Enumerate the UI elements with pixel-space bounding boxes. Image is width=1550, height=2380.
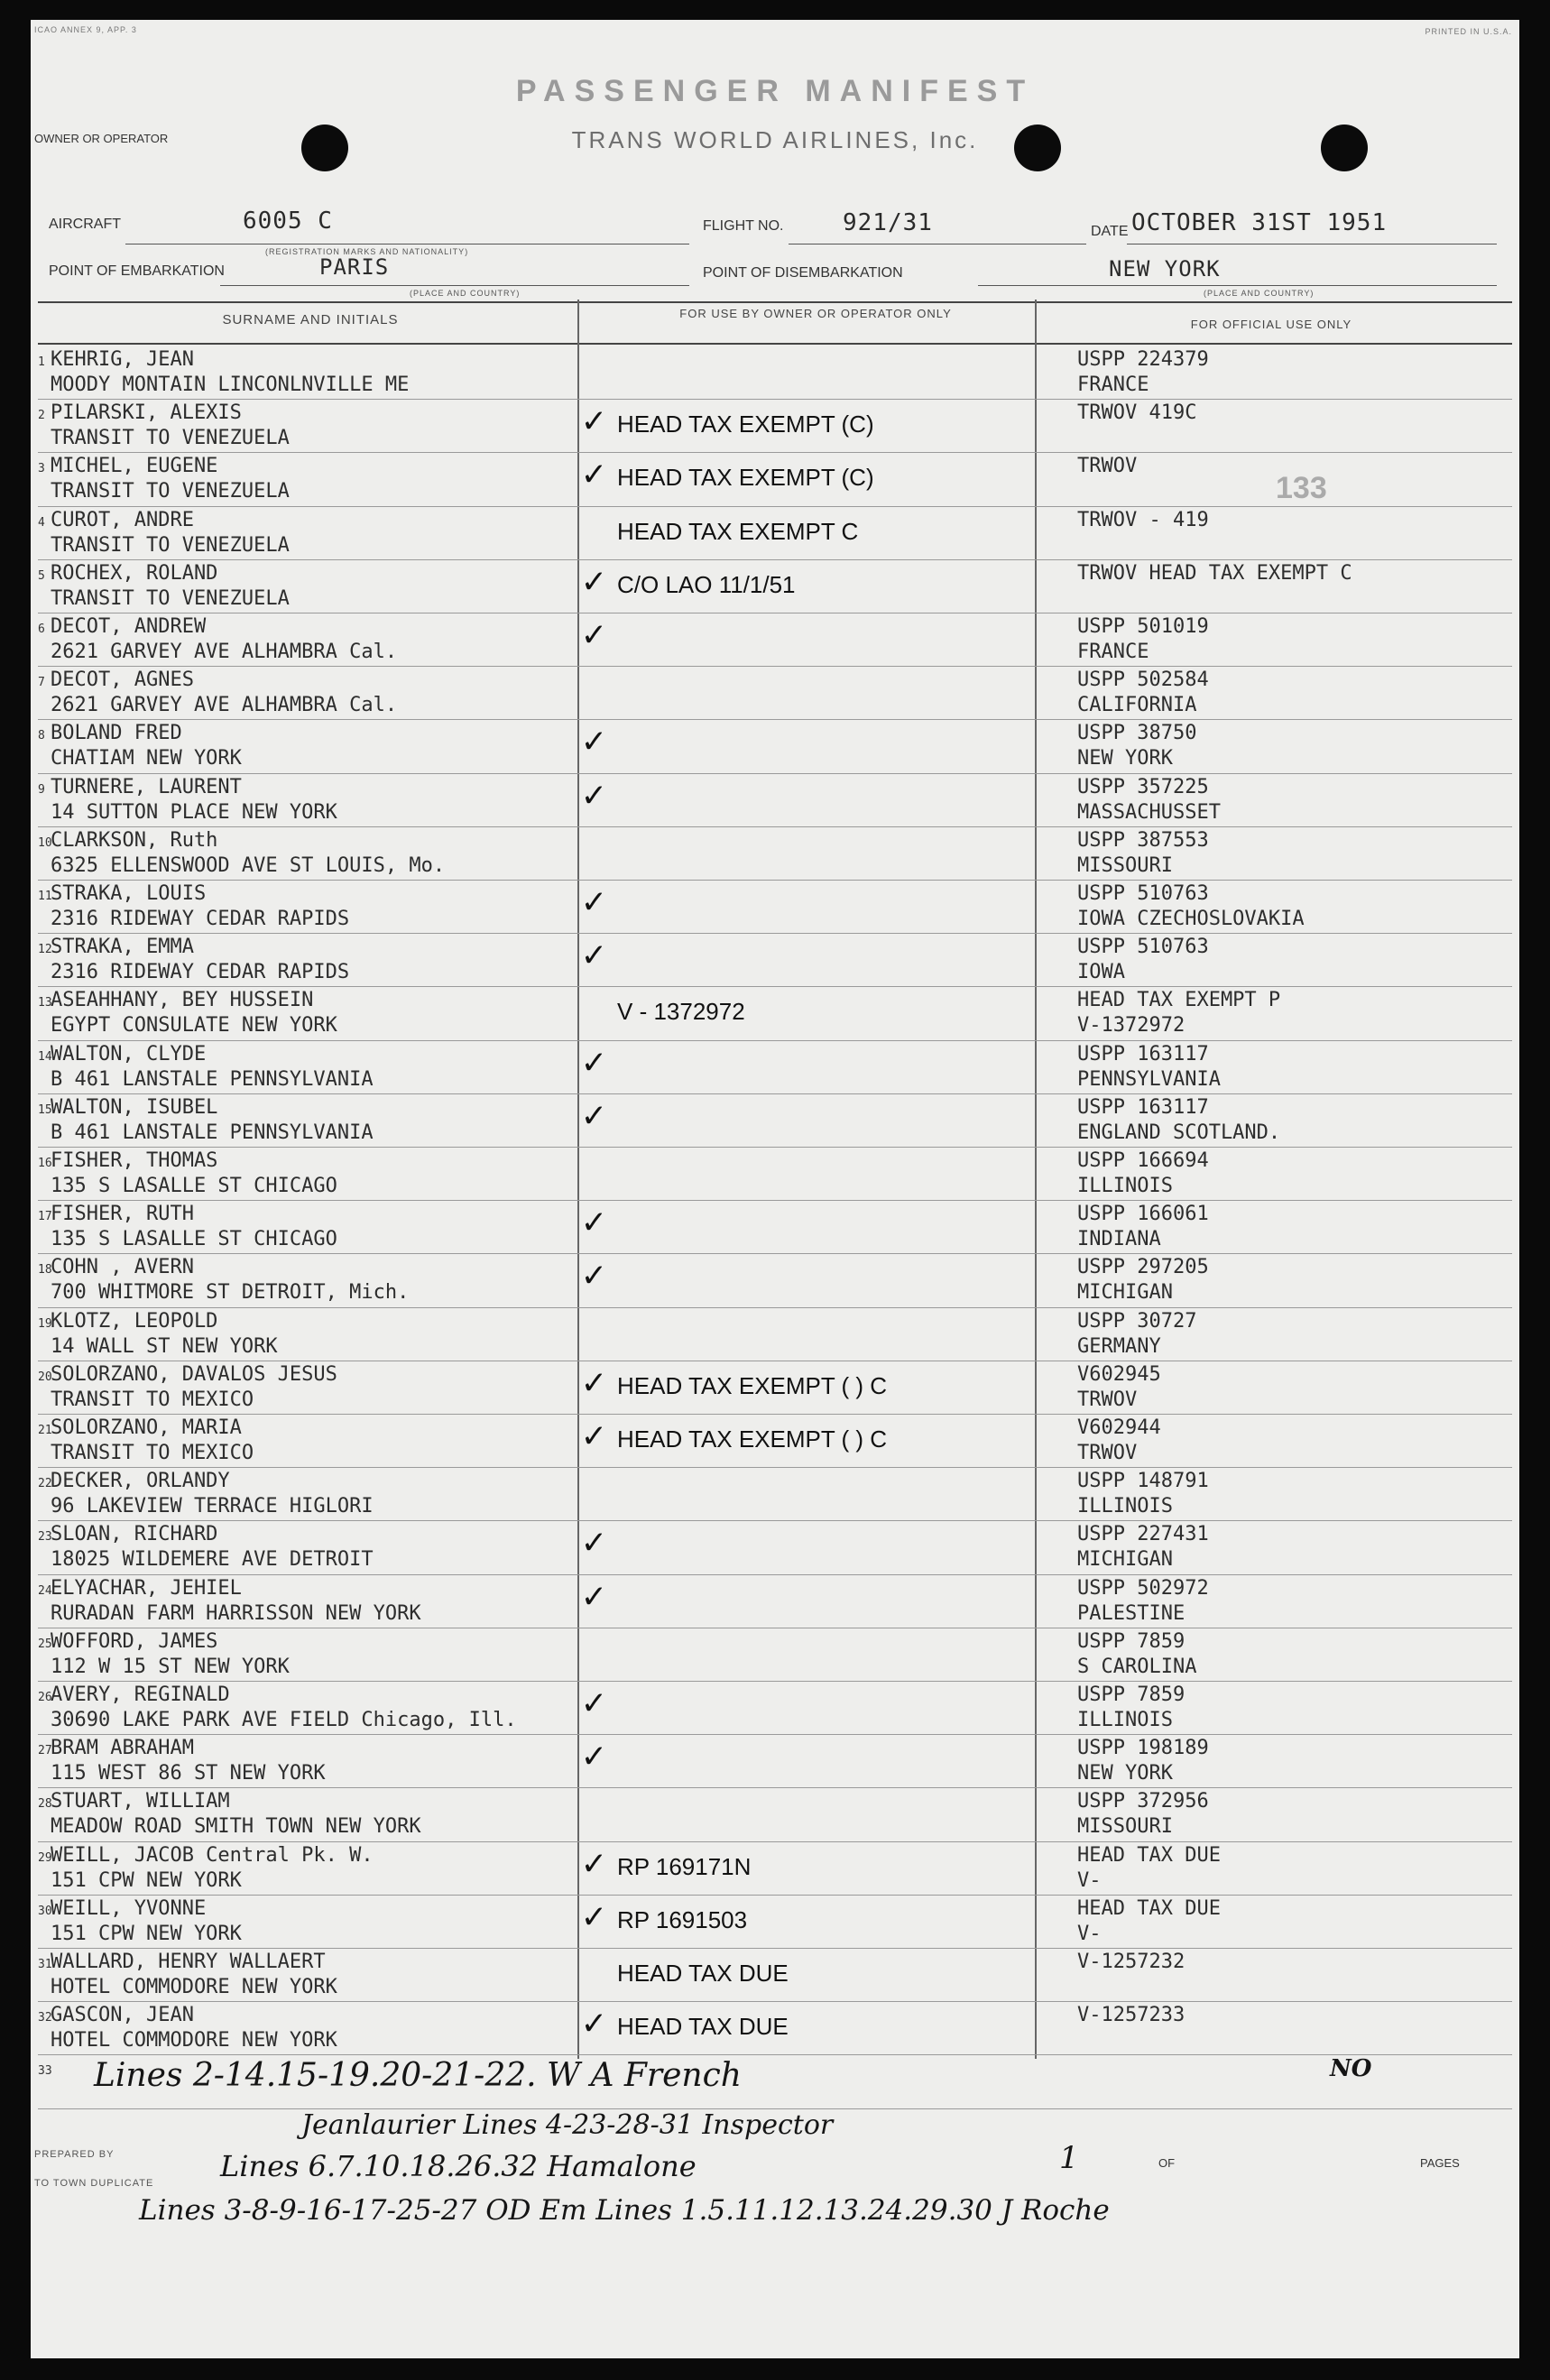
col-header-owner-use: FOR USE BY OWNER OR OPERATOR ONLY — [679, 307, 952, 320]
col-header-official-use: FOR OFFICIAL USE ONLY — [1190, 318, 1352, 331]
passenger-name: FISHER, RUTH — [51, 1203, 194, 1226]
official-entry-2: ENGLAND SCOTLAND. — [1077, 1121, 1281, 1144]
check-mark-icon: ✓ — [583, 1521, 605, 1564]
official-entry-2: TRWOV — [1077, 1388, 1138, 1411]
operator-note: HEAD TAX EXEMPT ( ) C — [617, 1425, 888, 1453]
passenger-name: DECOT, AGNES — [51, 669, 194, 692]
passenger-name: GASCON, JEAN — [51, 2004, 194, 2027]
passenger-name: SOLORZANO, MARIA — [51, 1416, 242, 1439]
official-entry: TRWOV - 419 — [1077, 508, 1209, 531]
table-row — [31, 881, 1519, 934]
official-entry-2: FRANCE — [1077, 374, 1149, 396]
passenger-name: DECOT, ANDREW — [51, 615, 207, 638]
passenger-address: 2316 RIDEWAY CEDAR RAPIDS — [51, 908, 350, 930]
passenger-address: 151 CPW NEW YORK — [51, 1868, 242, 1892]
operator-note: HEAD TAX DUE — [617, 2013, 789, 2041]
row-number: 13 — [38, 996, 52, 1010]
official-entry: USPP 372956 — [1077, 1790, 1209, 1813]
official-entry-2: MICHIGAN — [1077, 1281, 1173, 1305]
official-entry-2: ILLINOIS — [1077, 1709, 1173, 1731]
passenger-address: MEADOW ROAD SMITH TOWN NEW YORK — [51, 1815, 421, 1839]
official-entry-2: ILLINOIS — [1077, 1175, 1173, 1197]
table-row — [31, 1201, 1519, 1254]
row-number: 1 — [38, 355, 45, 369]
footer-annotation-4: Lines 3-8-9-16-17-25-27 OD Em Lines 1.5.11.12.13.24.29.30 J Roche — [139, 2194, 1110, 2227]
operator-note: HEAD TAX EXEMPT C — [617, 517, 859, 545]
passenger-name: TURNERE, LAURENT — [51, 775, 242, 798]
aircraft-value: 6005 C — [243, 208, 333, 235]
check-mark-icon: ✓ — [583, 1415, 605, 1456]
row-number: 16 — [38, 1157, 52, 1170]
row-number: 27 — [38, 1744, 52, 1758]
passenger-address: 6325 ELLENSWOOD AVE ST LOUIS, Mo. — [51, 853, 446, 877]
operator-note: HEAD TAX EXEMPT (C) — [617, 464, 874, 492]
row-number: 9 — [38, 782, 45, 797]
check-mark-icon: ✓ — [583, 1040, 605, 1083]
passenger-name: WALTON, CLYDE — [51, 1042, 207, 1065]
passenger-address: 30690 LAKE PARK AVE FIELD Chicago, Ill. — [51, 1709, 517, 1731]
underline — [220, 285, 689, 286]
official-entry-2: MISSOURI — [1077, 1815, 1173, 1839]
official-entry: USPP 297205 — [1077, 1256, 1209, 1279]
row-number: 22 — [38, 1477, 52, 1491]
form-title: PASSENGER MANIFEST — [515, 74, 1035, 108]
table-row — [31, 1041, 1519, 1094]
official-entry: USPP 198189 — [1077, 1737, 1209, 1760]
table-row — [31, 1415, 1519, 1468]
official-entry-2: V- — [1077, 1868, 1102, 1892]
row-number: 3 — [38, 462, 45, 476]
stamp-number: 133 — [1276, 471, 1327, 505]
table-row — [31, 1949, 1519, 2002]
passenger-address: TRANSIT TO VENEZUELA — [51, 533, 290, 557]
row-number: 6 — [38, 623, 45, 636]
table-row — [31, 1468, 1519, 1521]
table-row — [31, 1735, 1519, 1788]
passenger-name: AVERY, REGINALD — [51, 1684, 230, 1706]
table-row — [31, 1575, 1519, 1628]
col-header-surname: SURNAME AND INITIALS — [222, 312, 399, 327]
row-number: 29 — [38, 1850, 52, 1865]
passenger-address: TRANSIT TO MEXICO — [51, 1442, 254, 1464]
row-number: 12 — [38, 943, 52, 957]
passenger-name: MICHEL, EUGENE — [51, 455, 218, 478]
row-number: 5 — [38, 568, 45, 583]
official-entry-2: PALESTINE — [1077, 1601, 1186, 1625]
row-number: 32 — [38, 2011, 52, 2025]
official-entry: USPP 510763 — [1077, 936, 1209, 959]
passenger-address: 18025 WILDEMERE AVE DETROIT — [51, 1548, 374, 1572]
table-row — [31, 2002, 1519, 2055]
underline — [978, 285, 1497, 286]
table-row — [31, 507, 1519, 560]
row-number: 33 — [38, 2064, 52, 2079]
official-entry: USPP 38750 — [1077, 722, 1197, 745]
passenger-name: SOLORZANO, DAVALOS JESUS — [51, 1362, 337, 1386]
check-mark-icon: ✓ — [583, 881, 605, 922]
official-entry: USPP 387553 — [1077, 828, 1209, 852]
passenger-address: B 461 LANSTALE PENNSYLVANIA — [51, 1067, 374, 1091]
table-row — [31, 613, 1519, 667]
row-number: 28 — [38, 1797, 52, 1812]
passenger-name: ELYACHAR, JEHIEL — [51, 1576, 242, 1600]
disembarkation-sublabel: (PLACE AND COUNTRY) — [1204, 289, 1315, 298]
passenger-name: BOLAND FRED — [51, 722, 182, 745]
passenger-address: 14 WALL ST NEW YORK — [51, 1334, 278, 1358]
flight-label: FLIGHT NO. — [703, 218, 784, 234]
passenger-name: WOFFORD, JAMES — [51, 1629, 218, 1653]
row-number: 24 — [38, 1583, 52, 1598]
passenger-address: 2621 GARVEY AVE ALHAMBRA Cal. — [51, 694, 398, 717]
official-entry: USPP 502584 — [1077, 669, 1209, 692]
official-entry: TRWOV HEAD TAX EXEMPT C — [1077, 561, 1352, 585]
official-entry: USPP 30727 — [1077, 1309, 1197, 1333]
row-number: 17 — [38, 1210, 52, 1224]
passenger-name: KEHRIG, JEAN — [51, 348, 194, 371]
date-value: OCTOBER 31ST 1951 — [1131, 209, 1388, 236]
header-bottom-rule — [38, 343, 1512, 345]
passenger-address: 96 LAKEVIEW TERRACE HIGLORI — [51, 1495, 374, 1518]
passenger-name: KLOTZ, LEOPOLD — [51, 1309, 218, 1333]
official-entry: USPP 148791 — [1077, 1470, 1209, 1493]
passenger-name: ASEAHHANY, BEY HUSSEIN — [51, 989, 314, 1012]
official-entry: HEAD TAX DUE — [1077, 1896, 1221, 1920]
embarkation-value: PARIS — [319, 254, 390, 280]
operator-note: HEAD TAX EXEMPT (C) — [617, 411, 874, 438]
passenger-address: TRANSIT TO VENEZUELA — [51, 427, 290, 450]
passenger-name: FISHER, THOMAS — [51, 1149, 218, 1172]
table-row — [31, 1842, 1519, 1896]
official-entry: USPP 502972 — [1077, 1576, 1209, 1600]
footer-annotation-1: Lines 2-14.15-19.20-21-22. W A French — [94, 2057, 742, 2094]
passenger-name: BRAM ABRAHAM — [51, 1737, 194, 1760]
table-row — [31, 1308, 1519, 1361]
official-entry-2: IOWA — [1077, 961, 1125, 984]
row-number: 18 — [38, 1263, 52, 1278]
official-entry: USPP 7859 — [1077, 1629, 1186, 1653]
official-entry: USPP 510763 — [1077, 882, 1209, 905]
passenger-address: HOTEL COMMODORE NEW YORK — [51, 2029, 337, 2053]
official-entry-2: V-1372972 — [1077, 1014, 1186, 1038]
disembarkation-value: NEW YORK — [1109, 256, 1221, 281]
passenger-name: PILARSKI, ALEXIS — [51, 401, 242, 425]
official-entry-2: FRANCE — [1077, 641, 1149, 663]
passenger-address: 115 WEST 86 ST NEW YORK — [51, 1762, 326, 1785]
passenger-name: COHN , AVERN — [51, 1256, 194, 1279]
passenger-address: RURADAN FARM HARRISSON NEW YORK — [51, 1601, 421, 1625]
row-number: 30 — [38, 1904, 52, 1918]
official-entry-2: INDIANA — [1077, 1228, 1161, 1251]
official-entry: USPP 224379 — [1077, 348, 1209, 371]
row-number: 20 — [38, 1370, 52, 1384]
operator-note: RP 1691503 — [617, 1905, 748, 1933]
row-number: 8 — [38, 729, 45, 743]
check-mark-icon: ✓ — [583, 934, 605, 976]
row-number: 14 — [38, 1049, 52, 1064]
official-entry: USPP 227431 — [1077, 1523, 1209, 1546]
check-mark-icon: ✓ — [583, 1361, 605, 1403]
table-row — [31, 1682, 1519, 1735]
official-entry: USPP 163117 — [1077, 1095, 1209, 1119]
embarkation-label: POINT OF EMBARKATION — [49, 263, 225, 279]
check-mark-icon: ✓ — [583, 1841, 605, 1884]
passenger-address: 135 S LASALLE ST CHICAGO — [51, 1175, 337, 1197]
official-entry-2: TRWOV — [1077, 1442, 1138, 1464]
passenger-name: STRAKA, LOUIS — [51, 882, 207, 905]
official-entry: HEAD TAX EXEMPT P — [1077, 989, 1281, 1012]
table-row — [31, 934, 1519, 987]
passenger-name: CLARKSON, Ruth — [51, 828, 218, 852]
official-entry: USPP 7859 — [1077, 1684, 1186, 1706]
check-mark-icon: ✓ — [583, 453, 605, 495]
table-top-rule — [38, 301, 1512, 303]
company-name: TRANS WORLD AIRLINES, Inc. — [571, 126, 979, 153]
table-row — [31, 827, 1519, 881]
row-number: 10 — [38, 835, 52, 850]
official-entry-2: V- — [1077, 1922, 1102, 1945]
pages-label: PAGES — [1420, 2156, 1460, 2170]
row-number: 2 — [38, 409, 45, 423]
passenger-address: 700 WHITMORE ST DETROIT, Mich. — [51, 1281, 410, 1305]
disembarkation-label: POINT OF DISEMBARKATION — [703, 265, 903, 281]
page-mark: 1 — [1059, 2140, 1079, 2176]
passenger-name: STUART, WILLIAM — [51, 1790, 230, 1813]
passenger-name: WALLARD, HENRY WALLAERT — [51, 1951, 326, 1973]
check-mark-icon: ✓ — [583, 1201, 605, 1243]
official-entry: TRWOV 419C — [1077, 401, 1197, 425]
table-row — [31, 987, 1519, 1040]
row-number: 21 — [38, 1424, 52, 1437]
row-number: 23 — [38, 1530, 52, 1545]
table-row — [31, 346, 1519, 400]
official-entry-2: NEW YORK — [1077, 1762, 1173, 1785]
check-mark-icon: ✓ — [583, 1682, 605, 1723]
row-number: 26 — [38, 1691, 52, 1704]
official-entry-2: PENNSYLVANIA — [1077, 1067, 1221, 1091]
passenger-address: 14 SUTTON PLACE NEW YORK — [51, 800, 337, 824]
passenger-address: HOTEL COMMODORE NEW YORK — [51, 1976, 337, 1998]
passenger-name: DECKER, ORLANDY — [51, 1470, 230, 1493]
passenger-name: WEILL, JACOB Central Pk. W. — [51, 1843, 374, 1867]
footer-annotation-3: Lines 6.7.10.18.26.32 Hamalone — [220, 2149, 697, 2183]
official-entry: USPP 163117 — [1077, 1042, 1209, 1065]
owner-label: OWNER OR OPERATOR — [34, 132, 169, 145]
check-mark-icon: ✓ — [583, 400, 605, 442]
passenger-name: CUROT, ANDRE — [51, 508, 194, 531]
official-entry: USPP 501019 — [1077, 615, 1209, 638]
passenger-name: SLOAN, RICHARD — [51, 1523, 218, 1546]
table-row — [31, 720, 1519, 773]
passenger-address: 151 CPW NEW YORK — [51, 1922, 242, 1945]
no-mark: NO — [1330, 2055, 1372, 2082]
check-mark-icon: ✓ — [583, 773, 605, 816]
row-number: 15 — [38, 1102, 52, 1117]
printed-note: PRINTED IN U.S.A. — [1425, 27, 1512, 36]
of-label: OF — [1158, 2156, 1176, 2170]
official-entry-2: IOWA CZECHOSLOVAKIA — [1077, 908, 1305, 930]
row-number: 19 — [38, 1316, 52, 1331]
passenger-address: 2316 RIDEWAY CEDAR RAPIDS — [51, 961, 350, 984]
table-row — [31, 1628, 1519, 1682]
operator-note: HEAD TAX EXEMPT ( ) C — [617, 1371, 888, 1399]
table-row — [31, 1521, 1519, 1574]
table-row — [31, 1788, 1519, 1841]
passenger-address: EGYPT CONSULATE NEW YORK — [51, 1014, 337, 1038]
date-label: DATE — [1091, 224, 1129, 239]
table-row — [31, 1361, 1519, 1415]
duplicate-label: TO TOWN DUPLICATE — [34, 2178, 154, 2189]
official-entry-2: MISSOURI — [1077, 853, 1173, 877]
official-entry: USPP 357225 — [1077, 775, 1209, 798]
form-ref: ICAO ANNEX 9, APP. 3 — [34, 25, 137, 34]
official-entry-2: S CAROLINA — [1077, 1655, 1197, 1678]
passenger-address: MOODY MONTAIN LINCONLNVILLE ME — [51, 374, 410, 396]
flight-value: 921/31 — [843, 209, 933, 236]
embarkation-sublabel: (PLACE AND COUNTRY) — [410, 289, 521, 298]
passenger-address: B 461 LANSTALE PENNSYLVANIA — [51, 1121, 374, 1144]
row-number: 7 — [38, 676, 45, 690]
official-entry: HEAD TAX DUE — [1077, 1843, 1221, 1867]
table-row — [31, 667, 1519, 720]
check-mark-icon: ✓ — [583, 1895, 605, 1937]
check-mark-icon: ✓ — [583, 613, 605, 655]
passenger-name: ROCHEX, ROLAND — [51, 561, 218, 585]
passenger-address: CHATIAM NEW YORK — [51, 747, 242, 770]
passenger-address: TRANSIT TO VENEZUELA — [51, 586, 290, 610]
check-mark-icon: ✓ — [583, 2002, 605, 2044]
official-entry-2: MICHIGAN — [1077, 1548, 1173, 1572]
passenger-address: 112 W 15 ST NEW YORK — [51, 1655, 290, 1678]
operator-note: V - 1372972 — [617, 998, 745, 1026]
official-entry: V602944 — [1077, 1416, 1161, 1439]
prepared-by-label: PREPARED BY — [34, 2149, 115, 2160]
table-row — [31, 1896, 1519, 1949]
operator-note: C/O LAO 11/1/51 — [617, 570, 796, 598]
aircraft-sublabel: (REGISTRATION MARKS AND NATIONALITY) — [265, 247, 469, 256]
official-entry: TRWOV — [1077, 455, 1138, 478]
row-number: 31 — [38, 1958, 52, 1971]
passenger-address: TRANSIT TO VENEZUELA — [51, 480, 290, 503]
check-mark-icon: ✓ — [583, 1574, 605, 1617]
table-row — [31, 400, 1519, 453]
official-entry-2: MASSACHUSSET — [1077, 800, 1221, 824]
official-entry-2: NEW YORK — [1077, 747, 1173, 770]
table-row — [31, 1254, 1519, 1307]
official-entry: V-1257233 — [1077, 2004, 1186, 2027]
passenger-address: TRANSIT TO MEXICO — [51, 1388, 254, 1411]
official-entry-2: GERMANY — [1077, 1334, 1161, 1358]
operator-note: RP 169171N — [617, 1852, 752, 1880]
row-number: 4 — [38, 515, 45, 530]
row-number: 11 — [38, 890, 52, 903]
passenger-name: STRAKA, EMMA — [51, 936, 194, 959]
manifest-sheet — [31, 20, 1519, 2358]
footer-annotation-2: Jeanlaurier Lines 4-23-28-31 Inspector — [301, 2109, 834, 2141]
check-mark-icon: ✓ — [583, 559, 605, 602]
passenger-address: 2621 GARVEY AVE ALHAMBRA Cal. — [51, 641, 398, 663]
check-mark-icon: ✓ — [583, 1093, 605, 1136]
official-entry-2: ILLINOIS — [1077, 1495, 1173, 1518]
operator-note: HEAD TAX DUE — [617, 1960, 789, 1987]
official-entry-2: CALIFORNIA — [1077, 694, 1197, 717]
table-row — [31, 560, 1519, 613]
passenger-address: 135 S LASALLE ST CHICAGO — [51, 1228, 337, 1251]
official-entry: USPP 166061 — [1077, 1203, 1209, 1226]
passenger-name: WEILL, YVONNE — [51, 1896, 207, 1920]
table-row — [31, 774, 1519, 827]
official-entry: V-1257232 — [1077, 1951, 1186, 1973]
official-entry: V602945 — [1077, 1362, 1161, 1386]
aircraft-label: AIRCRAFT — [49, 217, 121, 232]
check-mark-icon: ✓ — [583, 720, 605, 762]
row-number: 25 — [38, 1637, 52, 1651]
check-mark-icon: ✓ — [583, 1735, 605, 1777]
table-row — [31, 1094, 1519, 1148]
table-row — [31, 1148, 1519, 1201]
official-entry: USPP 166694 — [1077, 1149, 1209, 1172]
check-mark-icon: ✓ — [583, 1254, 605, 1296]
passenger-name: WALTON, ISUBEL — [51, 1095, 218, 1119]
